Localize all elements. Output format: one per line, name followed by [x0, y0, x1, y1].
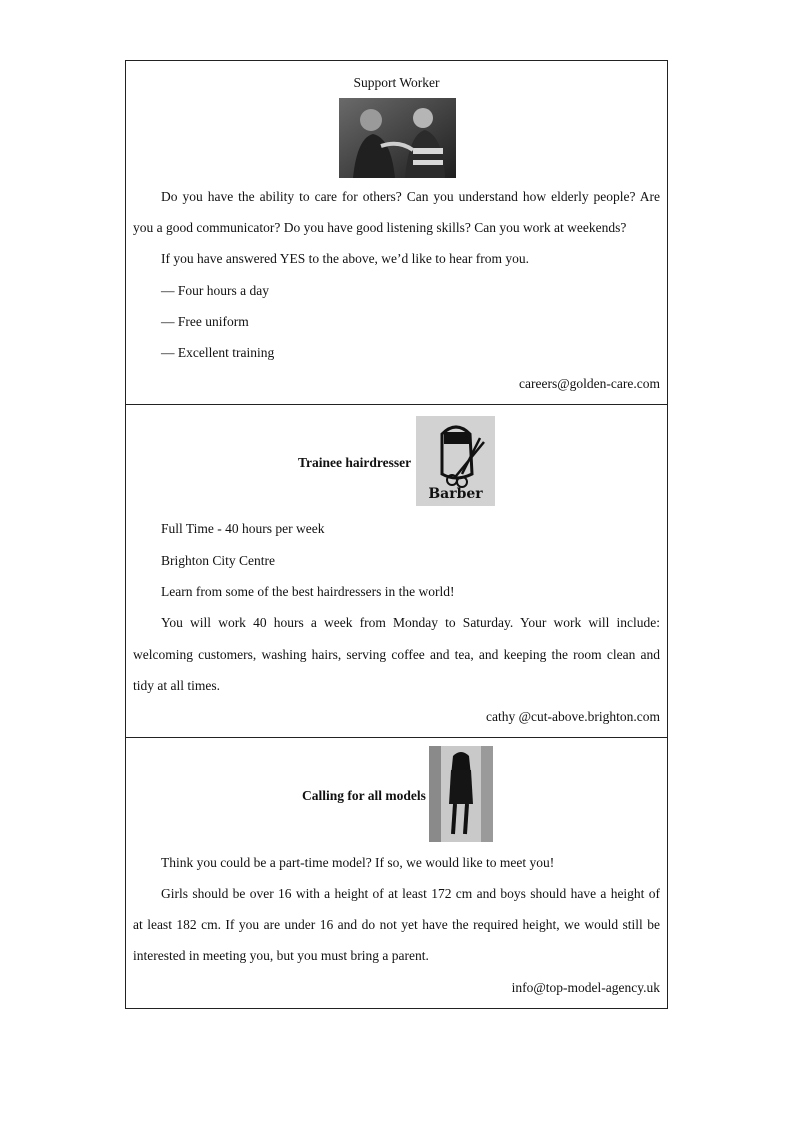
- models-title: Calling for all models: [302, 788, 426, 803]
- hair-para-line3: tidy at all times.: [133, 678, 220, 693]
- barber-logo-text: Barber: [428, 486, 483, 502]
- models-email: info@top-model-agency.uk: [511, 980, 660, 995]
- models-para-line3: interested in meeting you, but you must bring a parent.: [133, 948, 429, 963]
- support-email: careers@golden-care.com: [519, 376, 660, 391]
- hair-para-line1: You will work 40 hours a week from Monday to Saturday. Your work will include:: [161, 615, 660, 630]
- support-worker-title: Support Worker: [353, 75, 440, 90]
- support-bullet-3: — Excellent training: [161, 345, 275, 360]
- models-para-line2: at least 182 cm. If you are under 16 and do not yet have the required height, we would still be: [133, 917, 660, 932]
- hair-email: cathy @cut-above.brighton.com: [485, 709, 660, 724]
- support-worker-ad: [126, 61, 667, 405]
- hair-para-line2: welcoming customers, washing hairs, serving coffee and tea, and keeping the room clean and: [133, 647, 660, 662]
- hair-line-3: Learn from some of the best hairdressers in the world!: [161, 584, 455, 599]
- support-para2: If you have answered YES to the above, we’d like to hear from you.: [161, 251, 530, 266]
- models-para-line1: Girls should be over 16 with a height of at least 172 cm and boys should have a height of: [161, 886, 660, 901]
- support-para1-line1: Do you have the ability to care for others? Can you understand how elderly people? Are: [161, 189, 660, 204]
- support-bullet-1: — Four hours a day: [161, 283, 269, 298]
- model-photo: [429, 746, 493, 842]
- hair-line-1: Full Time - 40 hours per week: [161, 521, 325, 536]
- advert-table: [125, 60, 668, 1009]
- barber-logo: [416, 416, 495, 506]
- care-photo: [339, 98, 456, 178]
- support-para1-line2: you a good communicator? Do you have good listening skills? Can you work at weekends?: [133, 220, 627, 235]
- hairdresser-title: Trainee hairdresser: [298, 455, 412, 470]
- models-line-1: Think you could be a part-time model? If so, we would like to meet you!: [161, 855, 555, 870]
- models-ad: [126, 738, 667, 1008]
- hair-line-2: Brighton City Centre: [161, 553, 275, 568]
- hairdresser-ad: [126, 405, 667, 738]
- support-bullet-2: — Free uniform: [161, 314, 249, 329]
